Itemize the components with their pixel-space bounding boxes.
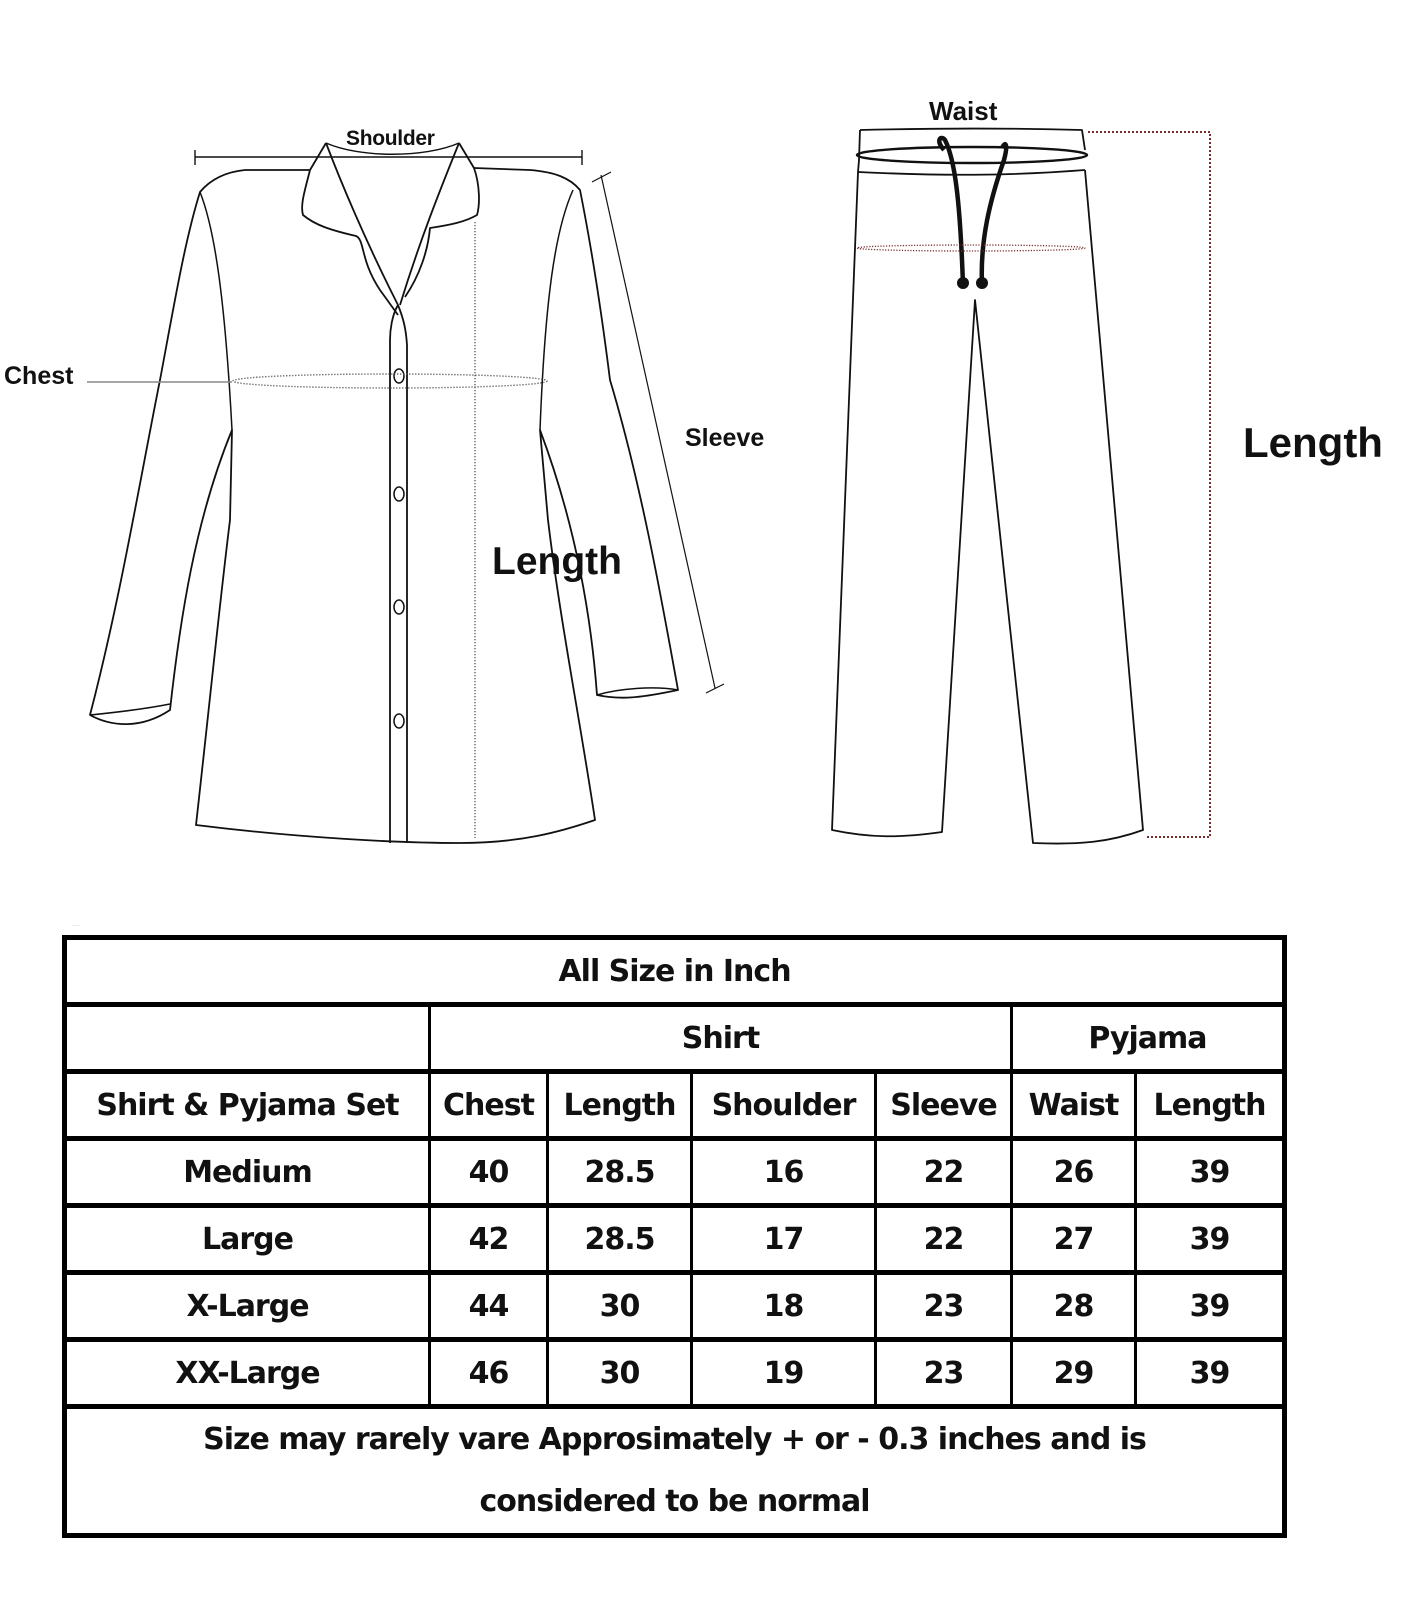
waist-cell: 29 [1012,1340,1136,1407]
shirt-group-header: Shirt [430,1005,1012,1072]
sleeve-label: Sleeve [685,424,765,452]
chest-label: Chest [4,362,74,390]
chest-cell: 44 [430,1273,548,1340]
table-row [65,1139,1285,1206]
note-line-2: considered to be normal [479,1484,870,1519]
pyjama-length-cell: 39 [1136,1206,1285,1273]
shirt-length-label: Length [492,540,622,583]
size-chart-table [62,935,1287,1538]
column-header-pyjama-length: Length [1136,1072,1285,1139]
shirt-length-cell: 28.5 [548,1206,692,1273]
sleeve-cell: 22 [876,1139,1012,1206]
waist-cell: 27 [1012,1206,1136,1273]
size-variance-note [65,1407,1285,1536]
size-cell: X-Large [65,1273,430,1340]
sleeve-cell: 23 [876,1340,1012,1407]
chest-cell: 40 [430,1139,548,1206]
pyjama-length-cell: 39 [1136,1273,1285,1340]
table-row [65,1273,1285,1340]
size-cell: Medium [65,1139,430,1206]
shoulder-cell: 18 [692,1273,876,1340]
column-header-row [65,1072,1285,1139]
column-header-shoulder: Shoulder [692,1072,876,1139]
pyjama-length-cell: 39 [1136,1139,1285,1206]
corner-mark: .... [69,929,121,937]
column-header-set: Shirt & Pyjama Set [65,1072,430,1139]
column-header-shirt-length: Length [548,1072,692,1139]
waist-cell: 28 [1012,1273,1136,1340]
column-header-chest: Chest [430,1072,548,1139]
chest-cell: 46 [430,1340,548,1407]
waist-label: Waist [929,96,998,126]
shirt-length-cell: 30 [548,1273,692,1340]
size-cell: XX-Large [65,1340,430,1407]
shoulder-label: Shoulder [346,127,435,150]
table-title: All Size in Inch [65,938,1285,1005]
chest-cell: 42 [430,1206,548,1273]
pyjama-length-cell: 39 [1136,1340,1285,1407]
shirt-length-cell: 30 [548,1340,692,1407]
shirt-drawing [87,143,724,843]
shoulder-cell: 17 [692,1206,876,1273]
shoulder-cell: 16 [692,1139,876,1206]
sleeve-cell: 23 [876,1273,1012,1340]
column-header-sleeve: Sleeve [876,1072,1012,1139]
shirt-length-cell: 28.5 [548,1139,692,1206]
table-row [65,1340,1285,1407]
pyjama-drawing [832,129,1210,844]
size-cell: Large [65,1206,430,1273]
sleeve-cell: 22 [876,1206,1012,1273]
table-row [65,1206,1285,1273]
shoulder-cell: 19 [692,1340,876,1407]
empty-group-cell [65,1005,430,1072]
waist-cell: 26 [1012,1139,1136,1206]
pyjama-group-header: Pyjama [1012,1005,1285,1072]
note-line-1: Size may rarely vare Approsimately + or - 0.3 inches and is [203,1422,1146,1457]
pyjama-length-label: Length [1243,419,1383,466]
column-header-waist: Waist [1012,1072,1136,1139]
